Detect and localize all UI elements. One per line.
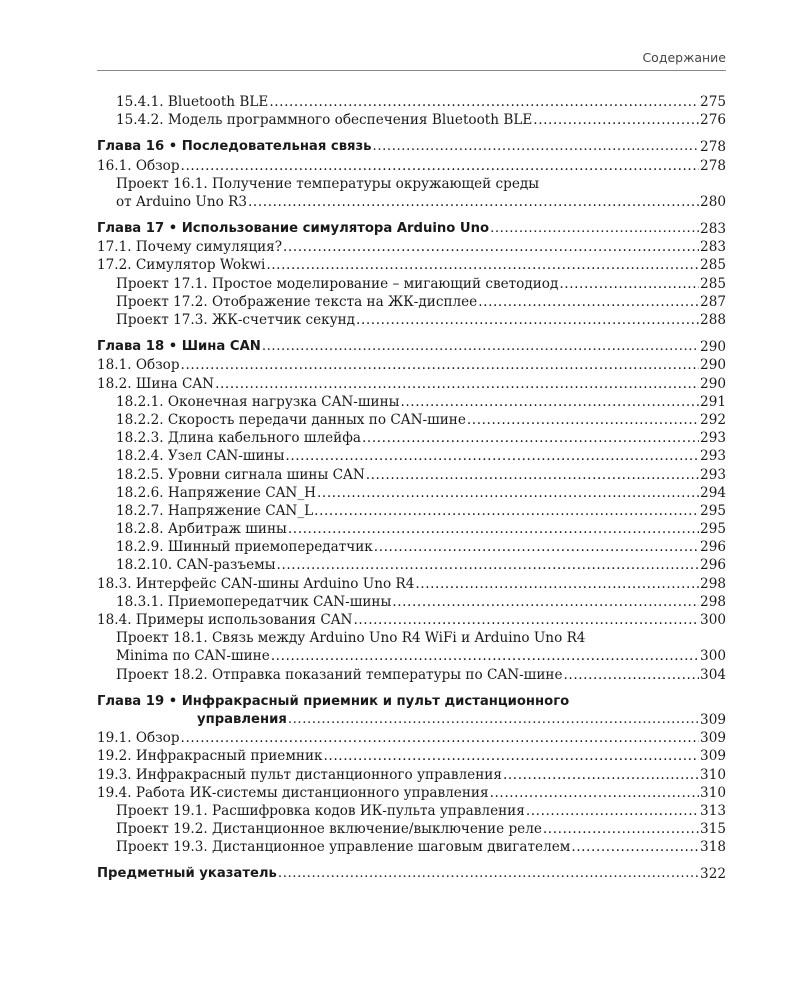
toc-entry-title: 19.3. Инфракрасный пульт дистанционного управления xyxy=(97,766,502,783)
dot-leader xyxy=(490,220,699,238)
toc-entry-title: 18.4. Примеры использования CAN xyxy=(97,612,353,629)
dot-leader xyxy=(181,157,700,175)
toc-page-number: 292 xyxy=(700,411,726,428)
dot-leader xyxy=(288,711,699,729)
toc-entry[interactable] xyxy=(97,93,726,111)
toc-page-number: 300 xyxy=(700,612,726,629)
toc-page-number: 291 xyxy=(700,393,726,410)
toc-entry[interactable] xyxy=(97,311,726,329)
dot-leader xyxy=(317,484,699,502)
section-gap xyxy=(97,129,726,138)
toc-page-number: 296 xyxy=(700,539,726,556)
toc-entry-title: 18.2.6. Напряжение CAN_H xyxy=(116,484,316,501)
toc-entry-title: Предметный указатель xyxy=(97,866,277,882)
dot-leader xyxy=(415,575,699,593)
toc-entry[interactable] xyxy=(97,666,726,684)
toc-entry[interactable] xyxy=(97,802,726,820)
toc-entry-title: 18.2.2. Скорость передачи данных по CAN-шине xyxy=(116,411,466,428)
toc-entry-title: Minima по CAN-шине xyxy=(116,648,270,665)
dot-leader xyxy=(362,429,699,447)
toc-entry-title: 18.2.8. Арбитраж шины xyxy=(116,521,287,538)
toc-chapter-entry[interactable] xyxy=(97,711,726,729)
toc-page-number: 293 xyxy=(700,466,726,483)
toc-page-number: 280 xyxy=(700,193,726,210)
toc-entry-title: Проект 18.1. Связь между Arduino Uno R4 WiFi и Arduino Uno R4 xyxy=(116,630,586,647)
dot-leader xyxy=(248,193,699,211)
dot-leader xyxy=(564,666,700,684)
toc-chapter-entry[interactable] xyxy=(97,220,726,238)
toc-entry[interactable] xyxy=(97,275,726,293)
toc-entry-title: Проект 17.2. Отображение текста на ЖК-дисплее xyxy=(116,293,478,310)
toc-entry-title: от Arduino Uno R3 xyxy=(116,193,248,210)
table-of-contents xyxy=(97,93,726,884)
dot-leader xyxy=(503,766,699,784)
toc-page-number: 295 xyxy=(700,521,726,538)
toc-page-number: 293 xyxy=(700,448,726,465)
toc-page-number: 290 xyxy=(700,375,726,392)
toc-chapter-entry[interactable] xyxy=(97,138,726,156)
dot-leader xyxy=(526,802,699,820)
toc-page-number: 298 xyxy=(700,593,726,610)
toc-entry[interactable] xyxy=(97,356,726,374)
toc-page-number: 285 xyxy=(700,257,726,274)
toc-entry-title: Глава 16 • Последовательная связь xyxy=(97,139,372,155)
toc-chapter-entry[interactable] xyxy=(97,693,726,711)
dot-leader xyxy=(269,93,699,111)
dot-leader xyxy=(374,538,699,556)
dot-leader xyxy=(181,356,700,374)
toc-entry[interactable] xyxy=(97,111,726,129)
toc-entry-title: 15.4.2. Модель программного обеспечения Bluetooth BLE xyxy=(116,112,533,129)
toc-entry-title: Глава 17 • Использование симулятора Arduino Uno xyxy=(97,221,490,237)
toc-entry-title: 18.2.5. Уровни сигнала шины CAN xyxy=(116,466,365,483)
toc-entry[interactable] xyxy=(97,238,726,256)
toc-entry[interactable] xyxy=(97,575,726,593)
toc-entry-title: 18.2. Шина CAN xyxy=(97,375,215,392)
toc-page-number: 278 xyxy=(700,139,726,156)
toc-page-number: 287 xyxy=(700,293,726,310)
toc-page-number: 313 xyxy=(700,802,726,819)
section-gap xyxy=(97,857,726,866)
dot-leader xyxy=(266,256,699,274)
toc-entry[interactable] xyxy=(97,538,726,556)
toc-page-number: 310 xyxy=(700,784,726,801)
toc-chapter-entry[interactable] xyxy=(97,866,726,884)
toc-page-number: 278 xyxy=(700,157,726,174)
toc-entry[interactable] xyxy=(97,729,726,747)
toc-entry-title: 18.3.1. Приемопередатчик CAN-шины xyxy=(116,593,392,610)
toc-entry-title: 19.4. Работа ИК-системы дистанционного управления xyxy=(97,784,489,801)
toc-entry[interactable] xyxy=(97,447,726,465)
running-header-title: Содержание xyxy=(642,50,726,65)
toc-page-number: 310 xyxy=(700,766,726,783)
toc-entry[interactable] xyxy=(97,484,726,502)
header-rule xyxy=(97,70,726,71)
toc-entry[interactable] xyxy=(97,820,726,838)
dot-leader xyxy=(533,111,699,129)
dot-leader xyxy=(283,238,699,256)
toc-entry-title: 18.1. Обзор xyxy=(97,357,180,374)
dot-leader xyxy=(353,611,699,629)
toc-page-number: 304 xyxy=(700,666,726,683)
toc-entry[interactable] xyxy=(97,502,726,520)
dot-leader xyxy=(324,747,700,765)
toc-entry-title: 17.2. Симулятор Wokwi xyxy=(97,257,266,274)
dot-leader xyxy=(543,820,699,838)
toc-page-number: 293 xyxy=(700,430,726,447)
toc-entry-title: 18.2.4. Узел CAN-шины xyxy=(116,448,285,465)
toc-entry-title: 18.2.3. Длина кабельного шлейфа xyxy=(116,430,361,447)
toc-page-number: 309 xyxy=(700,711,726,728)
toc-page-number: 288 xyxy=(700,312,726,329)
toc-entry[interactable] xyxy=(97,411,726,429)
toc-chapter-entry[interactable] xyxy=(97,338,726,356)
toc-entry[interactable] xyxy=(97,647,726,665)
toc-entry-title: 19.1. Обзор xyxy=(97,730,180,747)
toc-page-number: 309 xyxy=(700,748,726,765)
toc-entry-title: 15.4.1. Bluetooth BLE xyxy=(116,93,269,110)
toc-entry-title: Проект 19.1. Расшифровка кодов ИК-пульта управления xyxy=(116,802,525,819)
toc-entry[interactable] xyxy=(97,784,726,802)
toc-entry[interactable] xyxy=(97,520,726,538)
toc-entry-title: Глава 19 • Инфракрасный приемник и пульт дистанционного xyxy=(97,693,570,709)
toc-entry-title: Глава 18 • Шина CAN xyxy=(97,339,261,355)
toc-page-number: 294 xyxy=(700,484,726,501)
toc-page-number: 285 xyxy=(700,275,726,292)
toc-entry[interactable] xyxy=(97,557,726,575)
toc-page-number: 283 xyxy=(700,221,726,238)
dot-leader xyxy=(478,293,699,311)
toc-entry[interactable] xyxy=(97,193,726,211)
toc-entry-title: Проект 16.1. Получение температуры окружающей среды xyxy=(116,175,540,192)
toc-page-number: 290 xyxy=(700,357,726,374)
toc-entry-title: Проект 17.3. ЖК-счетчик секунд xyxy=(116,312,356,329)
dot-leader xyxy=(278,865,699,883)
toc-page-number: 322 xyxy=(700,866,726,883)
toc-entry-title: 19.2. Инфракрасный приемник xyxy=(97,748,323,765)
toc-entry-title: Проект 19.2. Дистанционное включение/выключение реле xyxy=(116,821,542,838)
dot-leader xyxy=(366,466,699,484)
toc-entry[interactable] xyxy=(97,175,726,193)
toc-entry[interactable] xyxy=(97,375,726,393)
toc-page-number: 275 xyxy=(700,93,726,110)
toc-entry[interactable] xyxy=(97,429,726,447)
toc-entry-title: 16.1. Обзор xyxy=(97,157,180,174)
toc-entry-title: 18.2.9. Шинный приемопередатчик xyxy=(116,539,373,556)
toc-entry-title: 17.1. Почему симуляция? xyxy=(97,239,282,256)
toc-entry-title: 18.2.1. Оконечная нагрузка CAN-шины xyxy=(116,393,400,410)
dot-leader xyxy=(271,647,699,665)
toc-entry[interactable] xyxy=(97,629,726,647)
toc-entry[interactable] xyxy=(97,593,726,611)
toc-entry[interactable] xyxy=(97,766,726,784)
dot-leader xyxy=(181,729,700,747)
toc-entry-title: Проект 18.2. Отправка показаний температуры по CAN-шине xyxy=(116,666,563,683)
toc-entry-title: управления xyxy=(197,711,287,727)
section-gap xyxy=(97,684,726,693)
section-gap xyxy=(97,211,726,220)
toc-page-number: 300 xyxy=(700,648,726,665)
toc-page-number: 290 xyxy=(700,339,726,356)
dot-leader xyxy=(285,447,699,465)
toc-entry[interactable] xyxy=(97,293,726,311)
dot-leader xyxy=(392,593,699,611)
toc-entry-title: 18.2.10. CAN-разъемы xyxy=(116,557,276,574)
toc-page-number: 298 xyxy=(700,575,726,592)
toc-entry[interactable] xyxy=(97,257,726,275)
toc-page-number: 296 xyxy=(700,557,726,574)
toc-entry-title: Проект 17.1. Простое моделирование – мигающий светодиод xyxy=(116,275,559,292)
dot-leader xyxy=(314,502,699,520)
dot-leader xyxy=(400,393,699,411)
dot-leader xyxy=(288,520,699,538)
toc-entry-title: 18.2.7. Напряжение CAN_L xyxy=(116,502,314,519)
toc-page-number: 318 xyxy=(700,839,726,856)
toc-page-number: 276 xyxy=(700,112,726,129)
toc-entry[interactable] xyxy=(97,747,726,765)
dot-leader xyxy=(571,838,699,856)
toc-entry[interactable] xyxy=(97,611,726,629)
dot-leader xyxy=(215,375,699,393)
toc-page-number: 309 xyxy=(700,730,726,747)
toc-entry[interactable] xyxy=(97,466,726,484)
toc-entry[interactable] xyxy=(97,393,726,411)
toc-page-number: 295 xyxy=(700,502,726,519)
dot-leader xyxy=(559,275,699,293)
toc-entry-title: 18.3. Интерфейс CAN-шины Arduino Uno R4 xyxy=(97,575,415,592)
toc-page-number: 283 xyxy=(700,239,726,256)
toc-entry-title: Проект 19.3. Дистанционное управление шаговым двигателем xyxy=(116,839,571,856)
dot-leader xyxy=(373,138,700,156)
toc-entry[interactable] xyxy=(97,157,726,175)
dot-leader xyxy=(277,556,700,574)
section-gap xyxy=(97,329,726,338)
toc-page-number: 315 xyxy=(700,821,726,838)
dot-leader xyxy=(262,338,699,356)
toc-entry[interactable] xyxy=(97,838,726,856)
dot-leader xyxy=(356,311,699,329)
dot-leader xyxy=(467,411,699,429)
dot-leader xyxy=(490,784,699,802)
